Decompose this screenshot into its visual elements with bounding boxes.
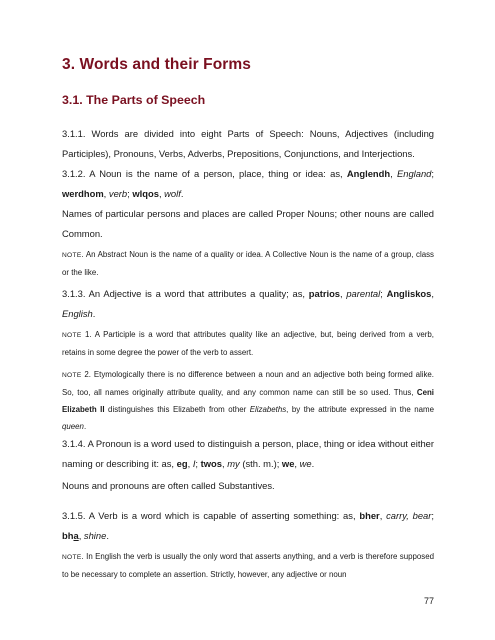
note-verb-assertion: NOTE. In English the verb is usually the only word that asserts anything, and a verb is therefore supposed to be necessary to complete an assertion. Strictly, however, any adjective or noun — [62, 552, 434, 579]
paragraph-3-1-4: 3.1.4. A Pronoun is a word used to distinguish a person, place, thing or idea without either naming or describing it: as, eg, I; twos, my (sth. m.); we, we. — [62, 438, 434, 469]
note-etymology: NOTE 2. Etymologically there is no difference between a noun and an adjective both being formed alike. So, too, all names originally attribute quality, and any common name can still be so used. Thus, Ceni Elizabeth II distinguishes this Elizabeth from other Elizabeths, by the attribute expressed in the name queen. — [62, 370, 435, 431]
chapter-heading: 3. Words and their Forms — [62, 56, 252, 73]
note-abstract-noun: NOTE. An Abstract Noun is the name of a quality or idea. A Collective Noun is the name of a group, class or the like. — [62, 250, 434, 277]
paragraph-3-1-3: 3.1.3. An Adjective is a word that attributes a quality; as, patrios, parental; Angliskos, English. — [62, 288, 434, 319]
section-heading: 3.1. The Parts of Speech — [62, 93, 206, 107]
note-participle: NOTE 1. A Participle is a word that attributes quality like an adjective, but, being derived from a verb, retains in some degree the power of the verb to assert. — [62, 330, 434, 357]
paragraph-3-1-5: 3.1.5. A Verb is a word which is capable of asserting something: as, bher, carry, bear; bha, shine. — [62, 510, 434, 541]
paragraph-3-1-2: 3.1.2. A Noun is the name of a person, place, thing or idea: as, Anglendh, England; werdhom, verb; wlqos, wolf. — [62, 168, 434, 199]
paragraph-3-1-1: 3.1.1. Words are divided into eight Parts of Speech: Nouns, Adjectives (including Participles), Pronouns, Verbs, Adverbs, Prepositions, Conjunctions, and Interjections. — [62, 128, 434, 159]
page-number: 77 — [424, 596, 435, 606]
paragraph-proper-nouns: Names of particular persons and places are called Proper Nouns; other nouns are called Common. — [62, 208, 434, 239]
paragraph-substantives: Nouns and pronouns are often called Substantives. — [62, 480, 275, 491]
